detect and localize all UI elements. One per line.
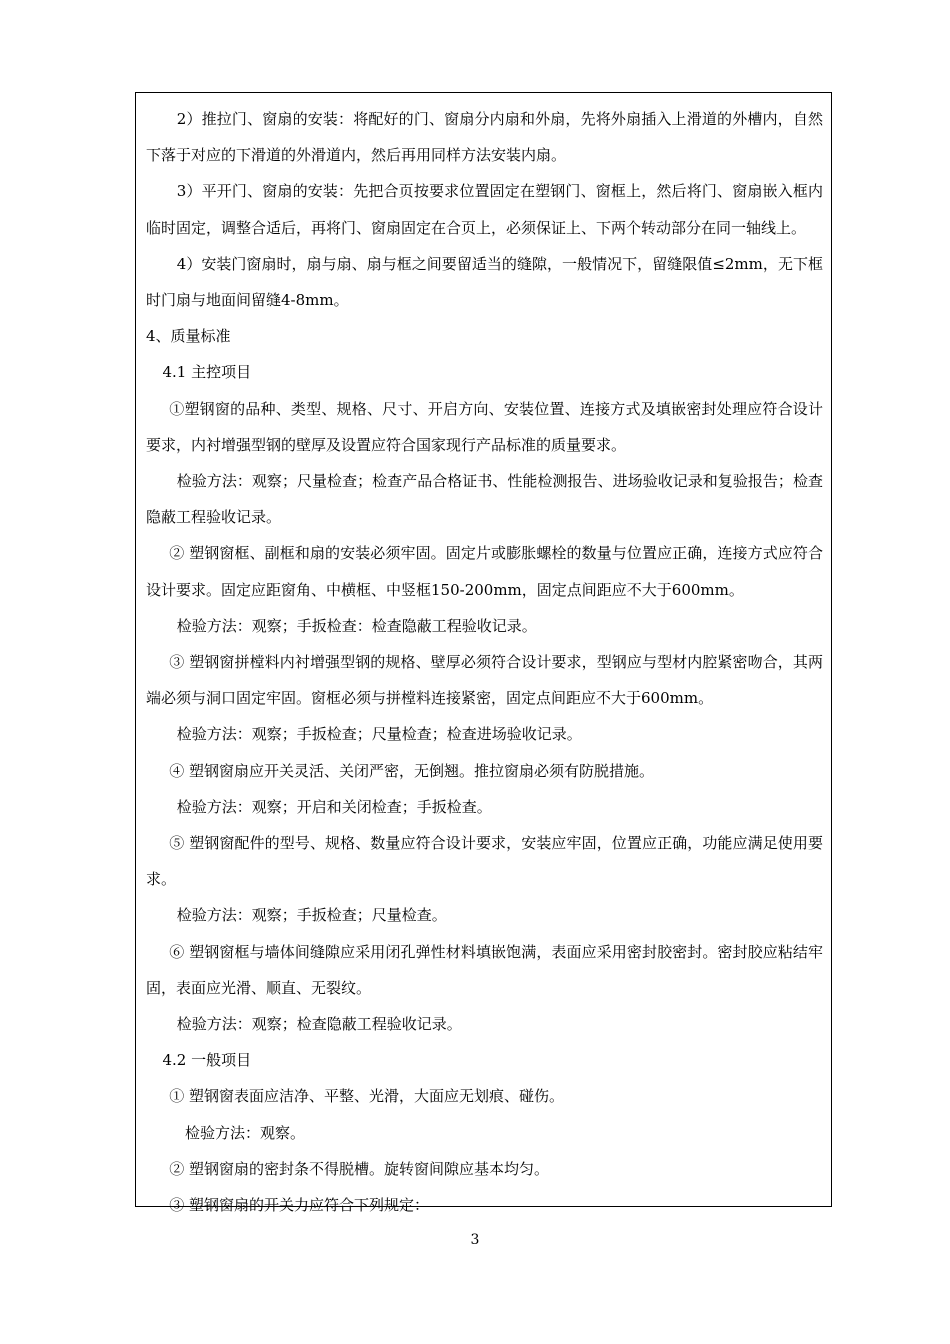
page-number: 3 bbox=[470, 1232, 480, 1248]
paragraph-9: 检验方法：观察；手扳检查：检查隐蔽工程验收记录。 bbox=[176, 616, 537, 635]
paragraph-19: ① 塑钢窗表面应洁净、平整、光滑，大面应无划痕、碰伤。 bbox=[169, 1087, 565, 1106]
paragraph-1: 2）推拉门、窗扇的安装：将配好的门、窗扇分内扇和外扇，先将外扇插入上滑道的外槽内，自然下落于对应的下滑道的外滑道内，然后再用同样方法安装内扇。 bbox=[146, 110, 823, 165]
paragraph-6: ①塑钢窗的品种、类型、规格、尺寸、开启方向、安装位置、连接方式及填嵌密封处理应符合设计要求，内衬增强型钢的壁厚及设置应符合国家现行产品标准的质量要求。 bbox=[146, 399, 823, 454]
paragraph-8: ② 塑钢窗框、副框和扇的安装必须牢固。固定片或膨胀螺栓的数量与位置应正确，连接方式应符合设计要求。固定应距窗角、中横框、中竖框150-200mm，固定点间距应不大于600mm。 bbox=[146, 544, 823, 599]
paragraph-16: ⑥ 塑钢窗框与墙体间缝隙应采用闭孔弹性材料填嵌饱满，表面应采用密封胶密封。密封胶应粘结牢固，表面应光滑、顺直、无裂纹。 bbox=[146, 942, 823, 997]
paragraph-22: ③ 塑钢窗扇的开关力应符合下列规定： bbox=[169, 1196, 430, 1215]
document-frame bbox=[135, 92, 832, 1215]
paragraph-15: 检验方法：观察；手扳检查；尺量检查。 bbox=[176, 906, 447, 925]
paragraph-20: 检验方法：观察。 bbox=[185, 1123, 306, 1142]
paragraph-5: 4.1 主控项目 bbox=[162, 363, 252, 382]
paragraph-18: 4.2 一般项目 bbox=[162, 1051, 252, 1070]
paragraph-21: ② 塑钢窗扇的密封条不得脱槽。旋转窗间隙应基本均匀。 bbox=[169, 1159, 550, 1178]
paragraph-17: 检验方法：观察；检查隐蔽工程验收记录。 bbox=[176, 1015, 462, 1034]
paragraph-7: 检验方法：观察；尺量检查；检查产品合格证书、性能检测报告、进场验收记录和复验报告；检查隐蔽工程验收记录。 bbox=[146, 472, 823, 527]
paragraph-11: 检验方法：观察；手扳检查；尺量检查；检查进场验收记录。 bbox=[176, 725, 582, 744]
paragraph-13: 检验方法：观察；开启和关闭检查；手扳检查。 bbox=[176, 797, 492, 816]
paragraph-4: 4、质量标准 bbox=[146, 327, 231, 346]
paragraph-10: ③ 塑钢窗拼樘料内衬增强型钢的规格、壁厚必须符合设计要求，型钢应与型材内腔紧密吻合，其两端必须与洞口固定牢固。窗框必须与拼樘料连接紧密，固定点间距应不大于600mm。 bbox=[146, 653, 823, 708]
paragraph-12: ④ 塑钢窗扇应开关灵活、关闭严密，无倒翘。推拉窗扇必须有防脱措施。 bbox=[169, 761, 655, 780]
paragraph-2: 3）平开门、窗扇的安装：先把合页按要求位置固定在塑钢门、窗框上，然后将门、窗扇嵌入框内临时固定，调整合适后，再将门、窗扇固定在合页上，必须保证上、下两个转动部分在同一轴线上。 bbox=[146, 182, 823, 237]
paragraph-3: 4）安装门窗扇时，扇与扇、扇与框之间要留适当的缝隙，一般情况下，留缝限值≤2mm，无下框时门扇与地面间留缝4-8mm。 bbox=[146, 254, 823, 310]
paragraph-14: ⑤ 塑钢窗配件的型号、规格、数量应符合设计要求，安装应牢固，位置应正确，功能应满足使用要求。 bbox=[146, 834, 823, 889]
document-body bbox=[146, 101, 823, 1223]
